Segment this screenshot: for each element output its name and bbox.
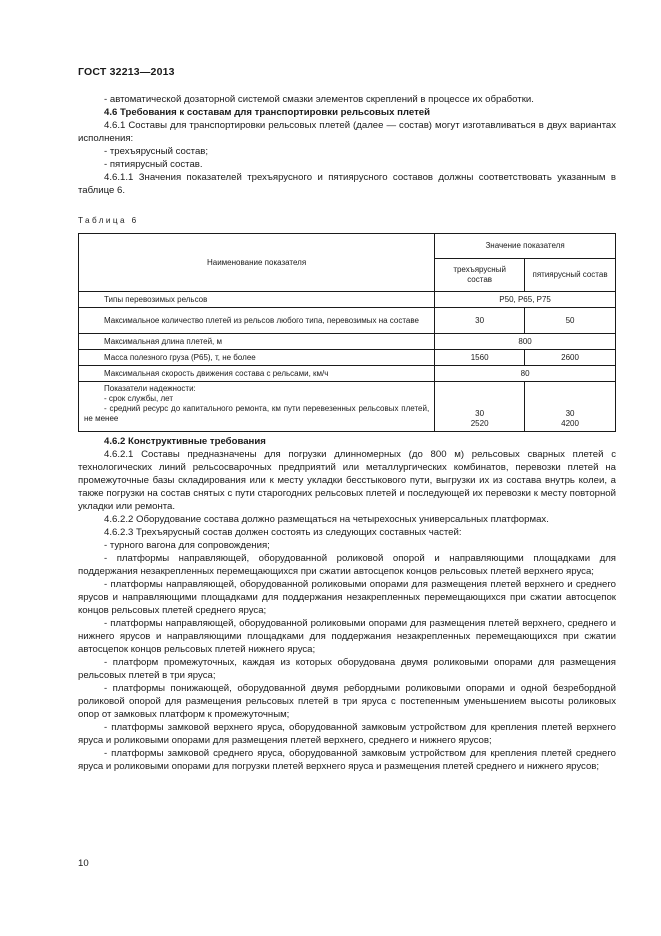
service-life-value: 30 [565, 409, 575, 418]
table-row [79, 308, 435, 334]
row-subname: - средний ресурс до капитального ремонта, км пути перевезенных рельсовых плетей, не менее [84, 404, 430, 423]
row-name: Максимальная скорость движения состава с рельсами, км/ч [104, 368, 329, 378]
list-item: - платформы понижающей, оборудованной двумя ребордными роликовыми опорами и одной безребордной роликовой опорой для размещения рельсовых плетей в три яруса с постепенным уменьшением высоты роликовых опор от замковых платформ к промежуточным; [78, 683, 616, 720]
row-value: Р50, Р65, Р75 [435, 292, 616, 308]
table-head-five-tier: пятиярусный состав [525, 259, 616, 292]
list-item: - платформы замковой среднего яруса, оборудованной замковым устройством для крепления плетей среднего яруса и роликовыми опорами для погрузки плетей верхнего яруса и размещения плетей среднего и нижнего ярусов; [78, 748, 616, 772]
table-row [79, 292, 435, 308]
table-row [79, 350, 435, 366]
bullet-three-tier: - трехъярусный состав; [104, 146, 209, 157]
resource-value: 4200 [561, 419, 579, 428]
bullet-five-tier: - пятиярусный состав. [104, 159, 203, 170]
row-value-five-tier: 50 [525, 308, 616, 334]
para-4-6-2-1: 4.6.2.1 Составы предназначены для погрузки длинномерных (до 800 м) рельсовых сварных плетей с технологических линий рельсосварочных предприятий или металлургических комбинатов, перевозки плетей на промежуточные базы складирования или к месту укладки бесстыкового пути, выгрузки их из состава внутрь колеи, а также погрузки на состав снятых с пути старогодних рельсовых плетей и последующей их перевозки к месту повторной укладки или ремонта. [78, 449, 616, 512]
table-head-name: Наименование показателя [79, 234, 435, 292]
row-subname: - срок службы, лет [104, 394, 173, 403]
list-item: - платформы направляющей, оборудованной роликовой опорой и направляющими площадками для поддержания незакрепленных перемещающихся при сжатии автосцепок концов рельсовых плетей верхнего яруса; [78, 553, 616, 577]
para-4-6-1-1: 4.6.1.1 Значения показателей трехъярусного и пятиярусного составов должны соответствовать указанным в таблице 6. [78, 172, 616, 196]
row-value: 80 [435, 366, 616, 382]
row-value-three-tier: 1560 [435, 350, 525, 366]
section-4-6-2-heading: 4.6.2 Конструктивные требования [104, 436, 266, 447]
list-item: - платформ промежуточных, каждая из которых оборудована двумя роликовыми опорами для размещения рельсовых плетей в три яруса; [78, 657, 616, 681]
para-4-6-2-2: 4.6.2.2 Оборудование состава должно размещаться на четырехосных универсальных платформах. [104, 514, 549, 525]
page-number: 10 [78, 858, 89, 869]
section-4-6-heading: 4.6 Требования к составам для транспортировки рельсовых плетей [104, 107, 431, 118]
table-row [79, 366, 435, 382]
row-name: Показатели надежности: [104, 384, 196, 393]
para-4-6-1: 4.6.1 Составы для транспортировки рельсовых плетей (далее — состав) могут изготавливаться в двух вариантах исполнения: [78, 120, 616, 144]
row-name: Максимальная длина плетей, м [104, 336, 222, 346]
row-value-three-tier: 30 [435, 308, 525, 334]
service-life-value: 30 [475, 409, 485, 418]
resource-value: 2520 [470, 419, 489, 428]
list-item: - платформы направляющей, оборудованной роликовыми опорами для размещения плетей верхнего, среднего и нижнего ярусов и направляющими площадками для поддержания незакрепленных перемещающихся при сжатии автосцепок концов рельсовых плетей нижнего яруса; [78, 618, 616, 655]
row-name: Типы перевозимых рельсов [104, 294, 208, 304]
table-row [79, 382, 435, 432]
list-item: - платформы направляющей, оборудованной роликовыми опорами для размещения плетей верхнего и среднего ярусов и направляющими площадками для поддержания незакрепленных перемещающихся при сжатии автосцепок концов рельсовых плетей среднего яруса; [78, 579, 616, 616]
intro-line: - автоматической дозаторной системой смазки элементов скреплений в процессе их обработки. [104, 94, 534, 105]
para-4-6-2-3: 4.6.2.3 Трехъярусный состав должен состоять из следующих составных частей: [104, 527, 462, 538]
row-value-five-tier: 2600 [525, 350, 616, 366]
list-item: - турного вагона для сопровождения; [104, 540, 270, 551]
document-body [78, 93, 616, 773]
table-caption: Таблица 6 [78, 216, 139, 225]
table-head-three-tier: трехъярусный состав [435, 259, 525, 292]
table-head-value: Значение показателя [435, 234, 616, 259]
row-name: Максимальное количество плетей из рельсов любого типа, перевозимых на составе [104, 315, 419, 325]
document-header: ГОСТ 32213—2013 [78, 66, 175, 78]
row-value-five-tier [525, 382, 616, 432]
row-value: 800 [435, 334, 616, 350]
row-value-three-tier [435, 382, 525, 432]
table-row [79, 334, 435, 350]
row-name: Масса полезного груза (Р65), т, не более [104, 352, 256, 362]
table-6 [78, 233, 616, 432]
list-item: - платформы замковой верхнего яруса, оборудованной замковым устройством для крепления плетей верхнего яруса и роликовыми опорами для размещения плетей верхнего, среднего и нижнего ярусов; [78, 722, 616, 746]
